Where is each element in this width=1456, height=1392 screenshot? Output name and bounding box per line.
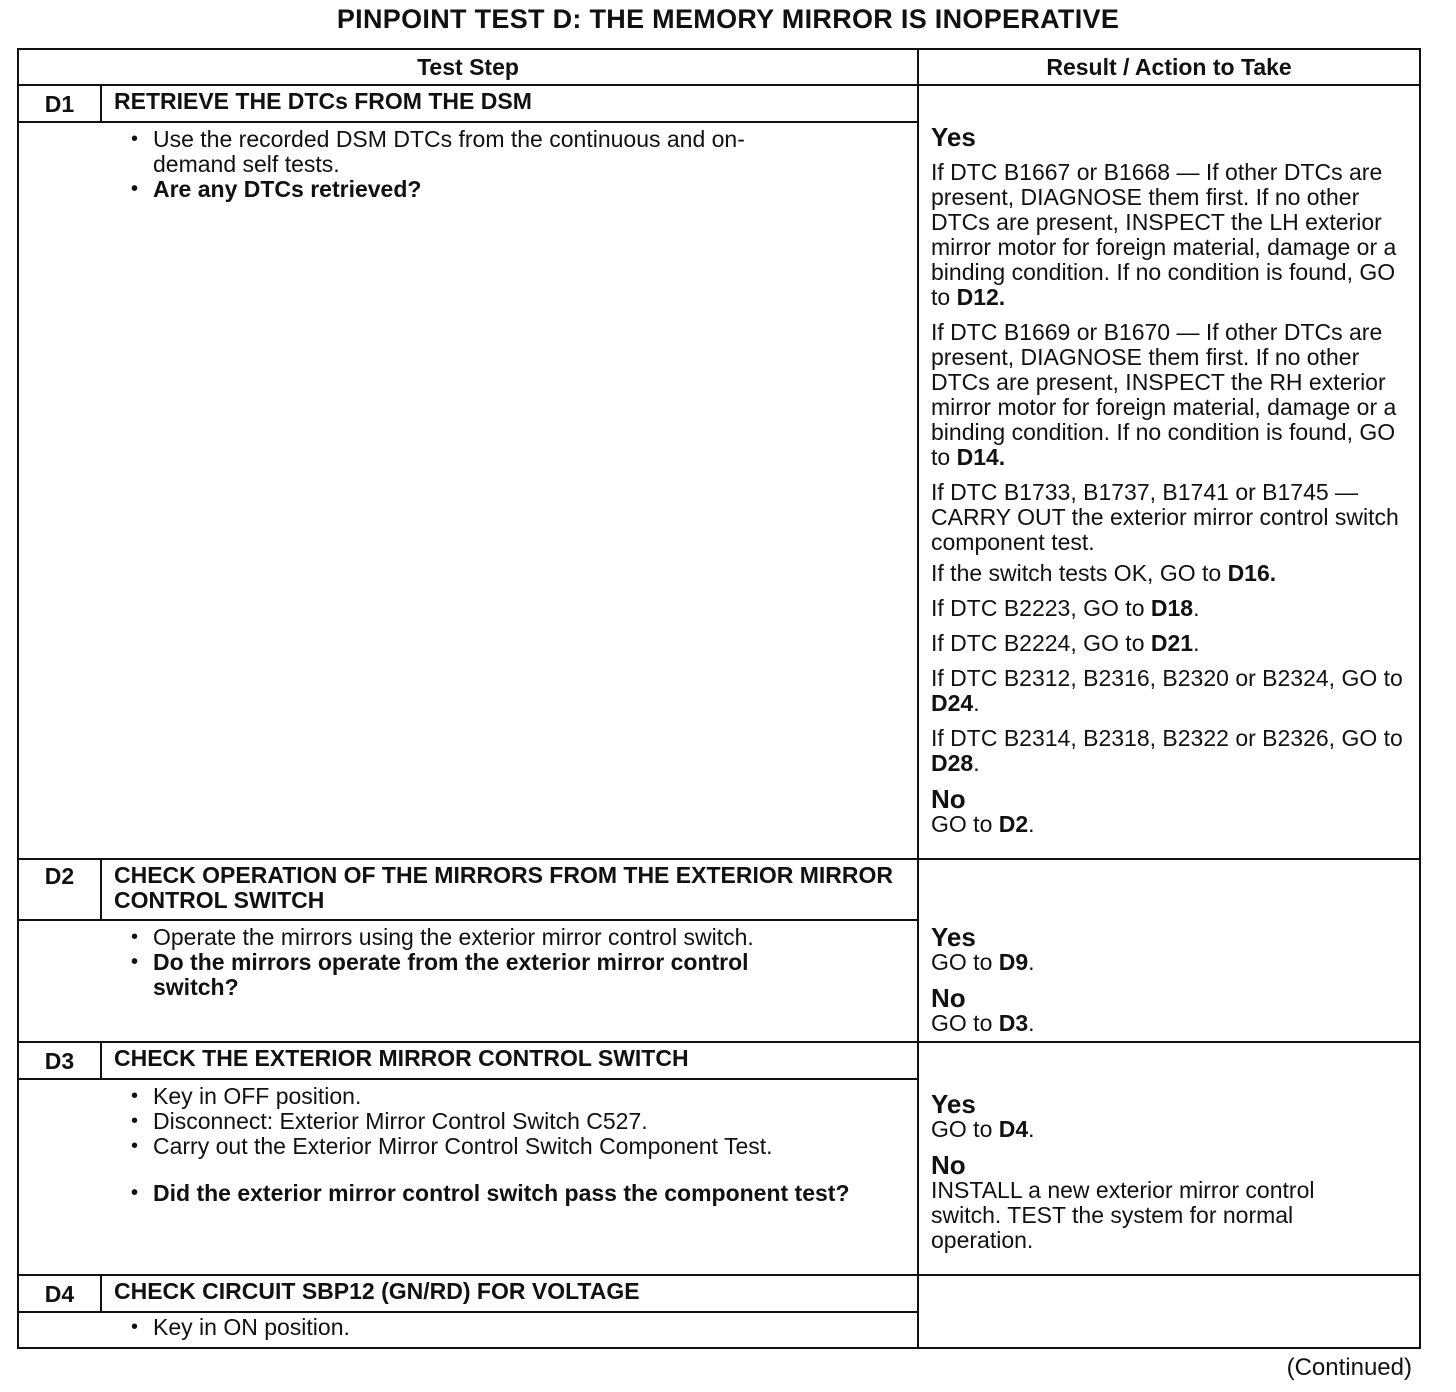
step-d3-heading-row <box>18 1042 1420 1079</box>
no-label: No <box>931 983 966 1013</box>
bullet-item: • Use the recorded DSM DTCs from the continuous and on-demand self tests. <box>131 127 793 177</box>
step-heading: CHECK OPERATION OF THE MIRRORS FROM THE EXTERIOR MIRROR CONTROL SWITCH <box>101 859 918 920</box>
bullet-item: • Key in OFF position. <box>131 1084 917 1109</box>
step-d1-body <box>101 122 918 859</box>
step-id: D2 <box>18 859 101 920</box>
step-id: D4 <box>18 1275 101 1312</box>
result-paragraph: If DTC B2312, B2316, B2320 or B2324, GO to D24. <box>931 665 1403 716</box>
step-heading: CHECK THE EXTERIOR MIRROR CONTROL SWITCH <box>101 1042 918 1079</box>
step-d4-heading-row <box>18 1275 1420 1312</box>
header-test-step: Test Step <box>18 49 918 85</box>
no-label: No <box>931 1150 966 1180</box>
bullet-item: • Disconnect: Exterior Mirror Control Switch C527. <box>131 1109 917 1134</box>
result-paragraph: If DTC B1669 or B1670 — If other DTCs are present, DIAGNOSE them first. If no other DTCs are present, INSPECT the RH exterior mirror motor for foreign material, damage or a binding condition. If no condition is found, GO to D14. <box>931 319 1397 470</box>
page-title: PINPOINT TEST D: THE MEMORY MIRROR IS INOPERATIVE <box>336 4 1120 34</box>
no-result: GO to D2. <box>931 811 1035 837</box>
step-d2-heading-row <box>18 859 1420 920</box>
result-paragraph: If DTC B2314, B2318, B2322 or B2326, GO to D28. <box>931 725 1403 776</box>
step-bullets <box>101 123 917 202</box>
step-d3-result <box>918 1042 1420 1275</box>
bullet-question: • Did the exterior mirror control switch pass the component test? <box>131 1181 873 1206</box>
step-d1-heading-row <box>18 85 1420 122</box>
no-label: No <box>931 784 966 814</box>
result-paragraph: If DTC B2224, GO to D21. <box>931 630 1200 656</box>
continued-note: (Continued) <box>1286 1354 1412 1381</box>
yes-result: GO to D4. <box>931 1116 1035 1142</box>
no-result: INSTALL a new exterior mirror control switch. TEST the system for normal operation. <box>931 1177 1315 1253</box>
bullet-item: • Key in ON position. <box>131 1315 917 1340</box>
step-heading: CHECK CIRCUIT SBP12 (GN/RD) FOR VOLTAGE <box>101 1275 918 1312</box>
step-d3-body <box>101 1079 918 1275</box>
step-d2-result <box>918 859 1420 1042</box>
pinpoint-test-table <box>17 48 1421 1349</box>
bullet-question: • Are any DTCs retrieved? <box>131 177 917 202</box>
yes-result: GO to D9. <box>931 949 1035 975</box>
bullet-item: • Carry out the Exterior Mirror Control Switch Component Test. <box>131 1134 917 1159</box>
step-bullets <box>101 1313 917 1340</box>
yes-label: Yes <box>931 922 976 952</box>
step-d4-body <box>101 1312 918 1348</box>
bullet-question: • Do the mirrors operate from the exterior mirror control switch? <box>131 950 833 1000</box>
result-paragraph: If DTC B2223, GO to D18. <box>931 595 1200 621</box>
result-paragraph: If DTC B1733, B1737, B1741 or B1745 — CARRY OUT the exterior mirror control switch component test. If the switch tests OK, GO to D16. <box>931 479 1399 586</box>
step-d1-result <box>918 85 1420 859</box>
step-bullets <box>101 921 917 1000</box>
step-d2-body <box>101 920 918 1042</box>
step-heading: RETRIEVE THE DTCs FROM THE DSM <box>101 85 918 122</box>
step-id: D3 <box>18 1042 101 1079</box>
no-result: GO to D3. <box>931 1010 1035 1036</box>
yes-label: Yes <box>931 1089 976 1119</box>
step-d4-result <box>918 1275 1420 1348</box>
step-bullets <box>101 1080 917 1206</box>
bullet-item: • Operate the mirrors using the exterior mirror control switch. <box>131 925 917 950</box>
result-paragraph: If DTC B1667 or B1668 — If other DTCs are present, DIAGNOSE them first. If no other DTCs are present, INSPECT the LH exterior mirror motor for foreign material, damage or a binding condition. If no condition is found, GO to D12. <box>931 159 1397 310</box>
step-id: D1 <box>18 85 101 122</box>
yes-label: Yes <box>931 122 976 152</box>
header-result: Result / Action to Take <box>918 49 1420 85</box>
header-row <box>18 49 1420 85</box>
